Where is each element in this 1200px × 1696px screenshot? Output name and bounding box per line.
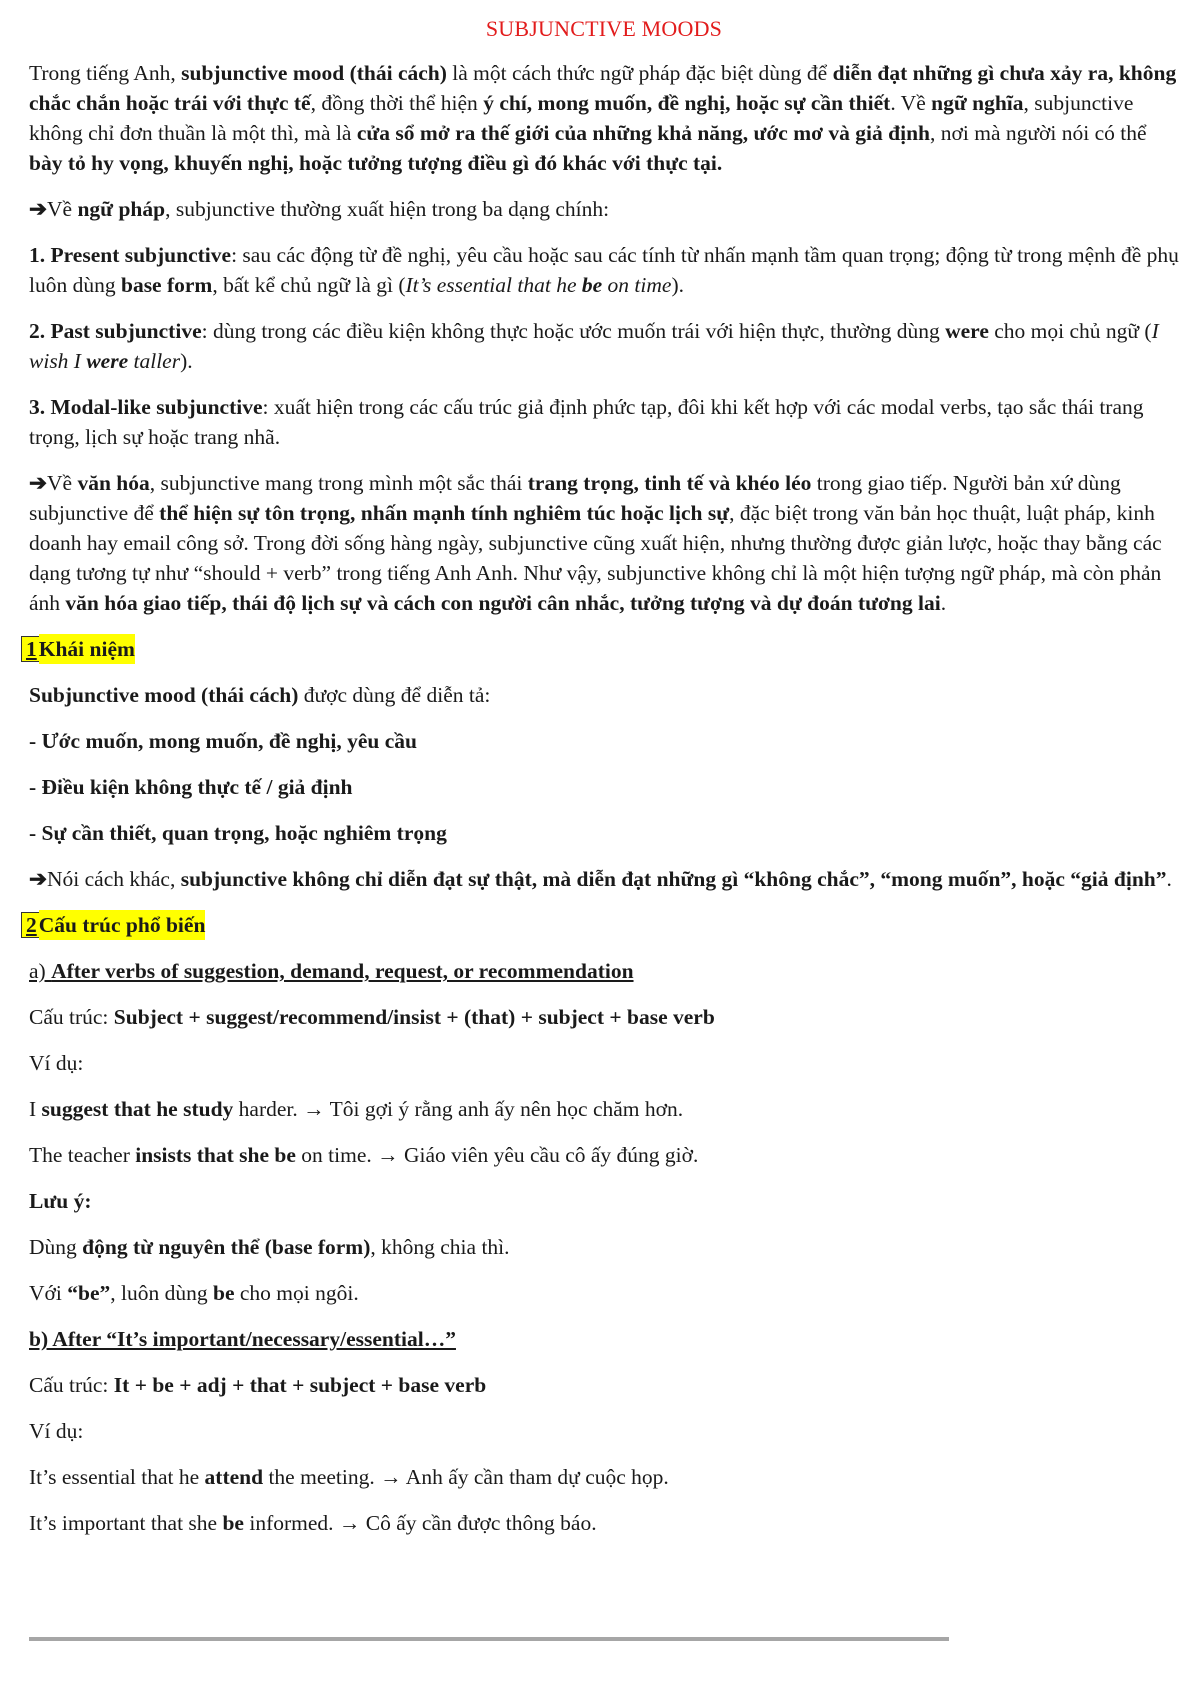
intro-text: là một cách thức ngữ pháp đặc biệt dùng để	[446, 61, 833, 85]
example-bold: suggest that he study	[41, 1097, 234, 1121]
note-bold: “be”	[67, 1281, 111, 1305]
intro-paragraph	[29, 58, 1179, 178]
subsection-heading-a	[29, 956, 1179, 986]
intro-text: . Về	[890, 91, 932, 115]
form-example: I wish I	[29, 319, 1159, 373]
note-text: , luôn dùng	[110, 1281, 213, 1305]
summary-bold: subjunctive không chỉ diễn đạt sự thật, mà diễn đạt những gì “không chắc”, “mong muốn”, hoặc “giả định”	[180, 867, 1167, 891]
section-title: Khái niệm	[39, 634, 135, 664]
form-label: 2. Past subjunctive	[29, 319, 202, 343]
intro-text: , subjunctive không chỉ đơn thuần là một thì, mà là	[29, 91, 1134, 145]
page-title: SUBJUNCTIVE MOODS	[485, 16, 723, 41]
note-item	[29, 1232, 1179, 1262]
culture-bold: văn hóa giao tiếp, thái độ lịch sự và cách con người cân nhắc, tưởng tượng và dự đoán tương lai	[65, 591, 941, 615]
subsection-heading-b: b) After “It’s important/necessary/essential…”	[29, 1327, 456, 1351]
summary-text: Nói cách khác,	[47, 867, 181, 891]
form-example: It’s essential that he	[405, 273, 582, 297]
document-page	[26, 14, 1179, 1554]
structure-label: Cấu trúc:	[29, 1373, 114, 1397]
culture-text: , đặc biệt trong văn bản học thuật, luật pháp, kinh doanh hay email công sở. Trong đời sống hàng ngày, subjunctive cũng xuất hiện, nhưng thường được giản lược, hoặc thay bằng các dạng tương tự như “should + verb” trong tiếng Anh Anh. Như vậy, subjunctive không chỉ là một hiện tượng ngữ pháp, mà còn phản ánh	[29, 501, 1162, 615]
form-example-bold: were	[86, 349, 129, 373]
culture-bold: thể hiện sự tôn trọng, nhấn mạnh tính nghiêm túc hoặc lịch sự	[159, 501, 730, 525]
intro-text: , nơi mà người nói có thể	[930, 121, 1147, 145]
example-bold: insists that she be	[135, 1143, 296, 1167]
summary-text: .	[1166, 867, 1172, 891]
note-text: , không chia thì.	[370, 1235, 510, 1259]
list-item: - Sự cần thiết, quan trọng, hoặc nghiêm trọng	[29, 821, 447, 845]
structure-formula: It + be + adj + that + subject + base verb	[113, 1373, 487, 1397]
definition-term: Subjunctive mood (thái cách)	[29, 683, 299, 707]
section-number: 1	[21, 636, 39, 662]
form-text: cho mọi chủ ngữ (	[988, 319, 1152, 343]
intro-bold: ý chí, mong muốn, đề nghị, hoặc sự cần thiết	[483, 91, 891, 115]
intro-text: , đồng thời thể hiện	[310, 91, 484, 115]
definition-text: được dùng để diễn tả:	[298, 683, 491, 707]
grammar-paragraph	[29, 194, 1179, 224]
example-text: I	[29, 1097, 42, 1121]
intro-text: Trong tiếng Anh,	[29, 61, 182, 85]
form-modal-subjunctive	[29, 392, 1179, 452]
subsection-title: After verbs of suggestion, demand, request, or recommendation	[51, 959, 634, 983]
note-bold: động từ nguyên thể (base form)	[82, 1235, 371, 1259]
structure-formula: Subject + suggest/recommend/insist + (that) + subject + base verb	[113, 1005, 715, 1029]
note-text: cho mọi ngôi.	[234, 1281, 359, 1305]
culture-text: .	[940, 591, 947, 615]
form-present-subjunctive	[29, 240, 1179, 300]
culture-bold: văn hóa	[77, 471, 150, 495]
example-text: harder. → Tôi gợi ý rằng anh ấy nên học chăm hơn.	[233, 1097, 684, 1121]
note-text: Dùng	[29, 1235, 83, 1259]
example-label: Ví dụ:	[29, 1051, 84, 1075]
horizontal-divider	[29, 1637, 949, 1641]
form-text: ).	[180, 349, 193, 373]
grammar-text: , subjunctive thường xuất hiện trong ba dạng chính:	[165, 197, 610, 221]
form-text: : xuất hiện trong các cấu trúc giả định phức tạp, đôi khi kết hợp với các modal verbs, tạo sắc thái trang trọng, lịch sự hoặc trang nhã.	[29, 395, 1144, 449]
intro-bold: ngữ nghĩa	[931, 91, 1024, 115]
form-past-subjunctive	[29, 316, 1179, 376]
culture-paragraph	[29, 468, 1179, 618]
example-text: It’s essential that he	[29, 1465, 205, 1489]
intro-bold: diễn đạt những gì chưa xảy ra, không chắc chắn hoặc trái với thực tế	[29, 61, 1177, 115]
list-item: - Ước muốn, mong muốn, đề nghị, yêu cầu	[29, 729, 417, 753]
culture-text: , subjunctive mang trong mình một sắc thái	[149, 471, 528, 495]
example-text: on time. → Giáo viên yêu cầu cô ấy đúng giờ.	[295, 1143, 699, 1167]
section-title: Cấu trúc phổ biến	[39, 910, 206, 940]
form-text: ).	[671, 273, 684, 297]
example-sentence	[29, 1508, 1179, 1538]
form-text: , bất kể chủ ngữ là gì (	[212, 273, 406, 297]
definition-lead	[29, 680, 1179, 710]
form-bold: were	[945, 319, 989, 343]
form-label: 1. Present subjunctive	[29, 243, 232, 267]
arrow-icon: ➔	[29, 471, 48, 495]
section-number: 2	[21, 912, 39, 938]
note-text: Với	[29, 1281, 68, 1305]
form-text: : dùng trong các điều kiện không thực hoặc ước muốn trái với hiện thực, thường dùng	[201, 319, 946, 343]
summary-paragraph	[29, 864, 1179, 894]
note-label: Lưu ý:	[29, 1189, 92, 1213]
section-heading-khai-niem	[26, 634, 1179, 664]
structure-label: Cấu trúc:	[29, 1005, 114, 1029]
grammar-text: Về	[47, 197, 78, 221]
example-text: informed. → Cô ấy cần được thông báo.	[243, 1511, 597, 1535]
intro-bold: subjunctive mood (thái cách)	[181, 61, 447, 85]
example-text: the meeting. → Anh ấy cần tham dự cuộc họp.	[263, 1465, 669, 1489]
example-sentence	[29, 1462, 1179, 1492]
culture-text: Về	[47, 471, 78, 495]
note-item	[29, 1278, 1179, 1308]
structure-b	[29, 1370, 1179, 1400]
form-example: on time	[602, 273, 672, 297]
example-sentence	[29, 1140, 1179, 1170]
form-bold: base form	[120, 273, 213, 297]
form-label: 3. Modal-like subjunctive	[29, 395, 263, 419]
structure-a	[29, 1002, 1179, 1032]
form-text: : sau các động từ đề nghị, yêu cầu hoặc sau các tính từ nhấn mạnh tầm quan trọng; động từ trong mệnh đề phụ luôn dùng	[29, 243, 1179, 297]
example-bold: attend	[204, 1465, 264, 1489]
arrow-icon: ➔	[29, 867, 48, 891]
example-text: The teacher	[29, 1143, 136, 1167]
example-sentence	[29, 1094, 1179, 1124]
list-item: - Điều kiện không thực tế / giả định	[29, 775, 353, 799]
example-text: It’s important that she	[29, 1511, 223, 1535]
subsection-prefix: a)	[29, 959, 52, 983]
grammar-bold: ngữ pháp	[77, 197, 166, 221]
intro-bold: cửa sổ mở ra thế giới của những khả năng, ước mơ và giả định	[356, 121, 930, 145]
form-example: taller	[128, 349, 181, 373]
note-bold: be	[212, 1281, 235, 1305]
culture-bold: trang trọng, tinh tế và khéo léo	[527, 471, 812, 495]
culture-text: trong giao tiếp. Người bản xứ dùng subjunctive để	[29, 471, 1121, 525]
example-bold: be	[222, 1511, 244, 1535]
intro-bold: bày tỏ hy vọng, khuyến nghị, hoặc tưởng tượng điều gì đó khác với thực tại.	[29, 151, 723, 175]
section-heading-cau-truc	[26, 910, 1179, 940]
example-label: Ví dụ:	[29, 1419, 84, 1443]
form-example-bold: be	[581, 273, 603, 297]
arrow-icon: ➔	[29, 197, 48, 221]
